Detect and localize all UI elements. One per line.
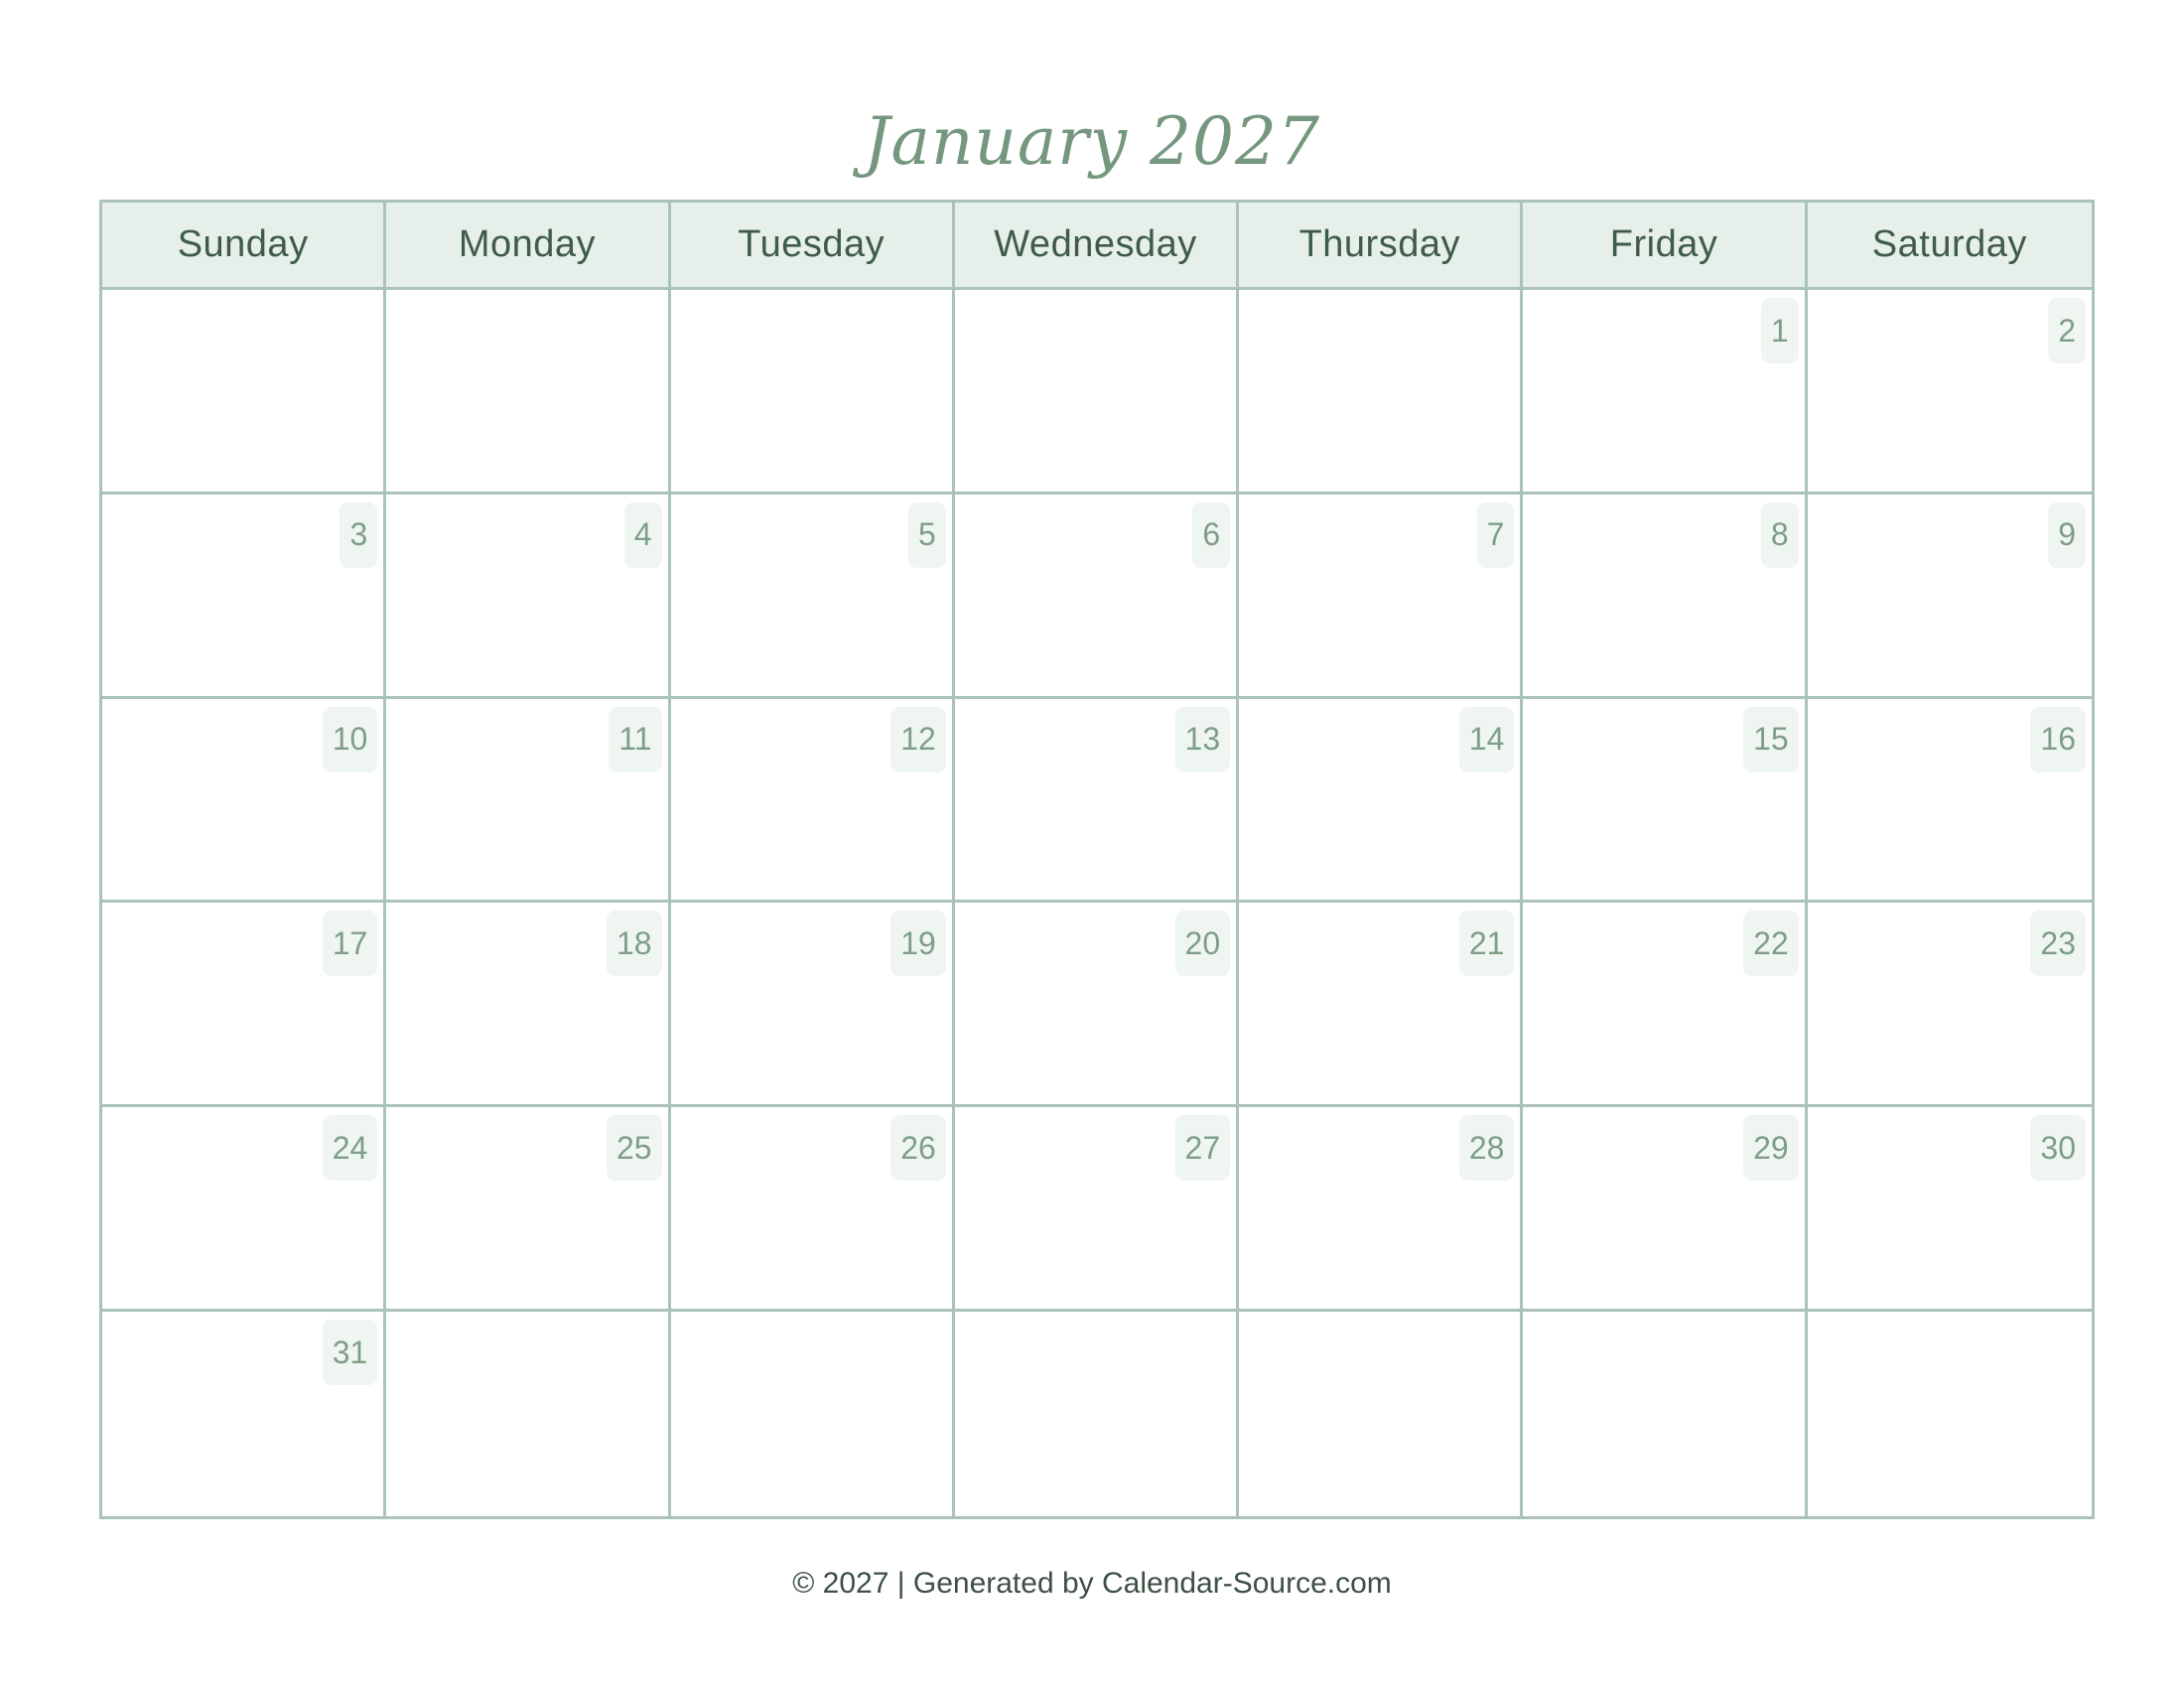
day-cell [386,1107,670,1312]
day-number: 7 [1477,502,1515,568]
day-number: 12 [890,707,946,773]
day-number: 6 [1192,502,1230,568]
day-number: 3 [340,502,377,568]
day-number: 21 [1459,911,1515,976]
day-cell [386,699,670,904]
day-cell [386,903,670,1107]
day-cell [1523,290,1807,494]
day-cell [671,699,955,904]
day-cell [102,699,386,904]
day-number: 11 [609,707,661,773]
day-cell [102,1107,386,1312]
day-cell [955,903,1239,1107]
weekday-header-sunday: Sunday [102,203,386,290]
day-number: 1 [1761,298,1799,363]
weekday-header-thursday: Thursday [1239,203,1523,290]
day-cell [1239,699,1523,904]
day-number: 18 [607,911,662,976]
weekday-header-wednesday: Wednesday [955,203,1239,290]
day-cell [1808,699,2092,904]
day-cell [1523,494,1807,699]
day-cell [386,494,670,699]
day-number: 29 [1743,1115,1799,1181]
day-cell [955,494,1239,699]
day-number: 15 [1743,707,1799,773]
footer-credit: © 2027 | Generated by Calendar-Source.com [792,1567,1392,1600]
day-number: 20 [1175,911,1231,976]
day-number: 4 [624,502,662,568]
weekday-header-monday: Monday [386,203,670,290]
day-number: 9 [2048,502,2086,568]
day-number: 5 [908,502,946,568]
day-number: 25 [607,1115,662,1181]
day-number: 26 [890,1115,946,1181]
day-cell [955,1107,1239,1312]
day-number: 31 [323,1320,378,1385]
day-number: 30 [2030,1115,2086,1181]
day-cell [1239,494,1523,699]
day-number: 10 [323,707,378,773]
day-number: 27 [1175,1115,1231,1181]
day-cell [671,494,955,699]
day-cell [1239,903,1523,1107]
day-cell [1808,1312,2092,1516]
day-cell [386,1312,670,1516]
calendar-grid [99,200,2095,1519]
day-number: 14 [1459,707,1515,773]
day-number: 8 [1761,502,1799,568]
day-number: 13 [1175,707,1231,773]
day-cell [1808,1107,2092,1312]
day-number: 23 [2030,911,2086,976]
day-cell [955,290,1239,494]
day-cell [386,290,670,494]
day-cell [671,1312,955,1516]
day-cell [1808,494,2092,699]
day-cell [1523,699,1807,904]
day-cell [671,1107,955,1312]
day-cell [671,290,955,494]
day-cell [102,290,386,494]
day-cell [1523,1107,1807,1312]
day-number: 19 [890,911,946,976]
day-cell [955,699,1239,904]
day-cell [671,903,955,1107]
day-cell [1523,903,1807,1107]
day-cell [1808,903,2092,1107]
day-number: 17 [323,911,378,976]
day-cell [102,494,386,699]
day-number: 24 [323,1115,378,1181]
day-cell [1239,290,1523,494]
day-cell [1523,1312,1807,1516]
day-cell [102,903,386,1107]
weekday-header-saturday: Saturday [1808,203,2092,290]
day-cell [1239,1107,1523,1312]
day-number: 28 [1459,1115,1515,1181]
day-cell [102,1312,386,1516]
day-number: 22 [1743,911,1799,976]
day-cell [1239,1312,1523,1516]
weekday-header-friday: Friday [1523,203,1807,290]
weekday-header-tuesday: Tuesday [671,203,955,290]
day-cell [1808,290,2092,494]
day-cell [955,1312,1239,1516]
day-number: 16 [2030,707,2086,773]
day-number: 2 [2048,298,2086,363]
page-title: January 2027 [864,103,1320,180]
